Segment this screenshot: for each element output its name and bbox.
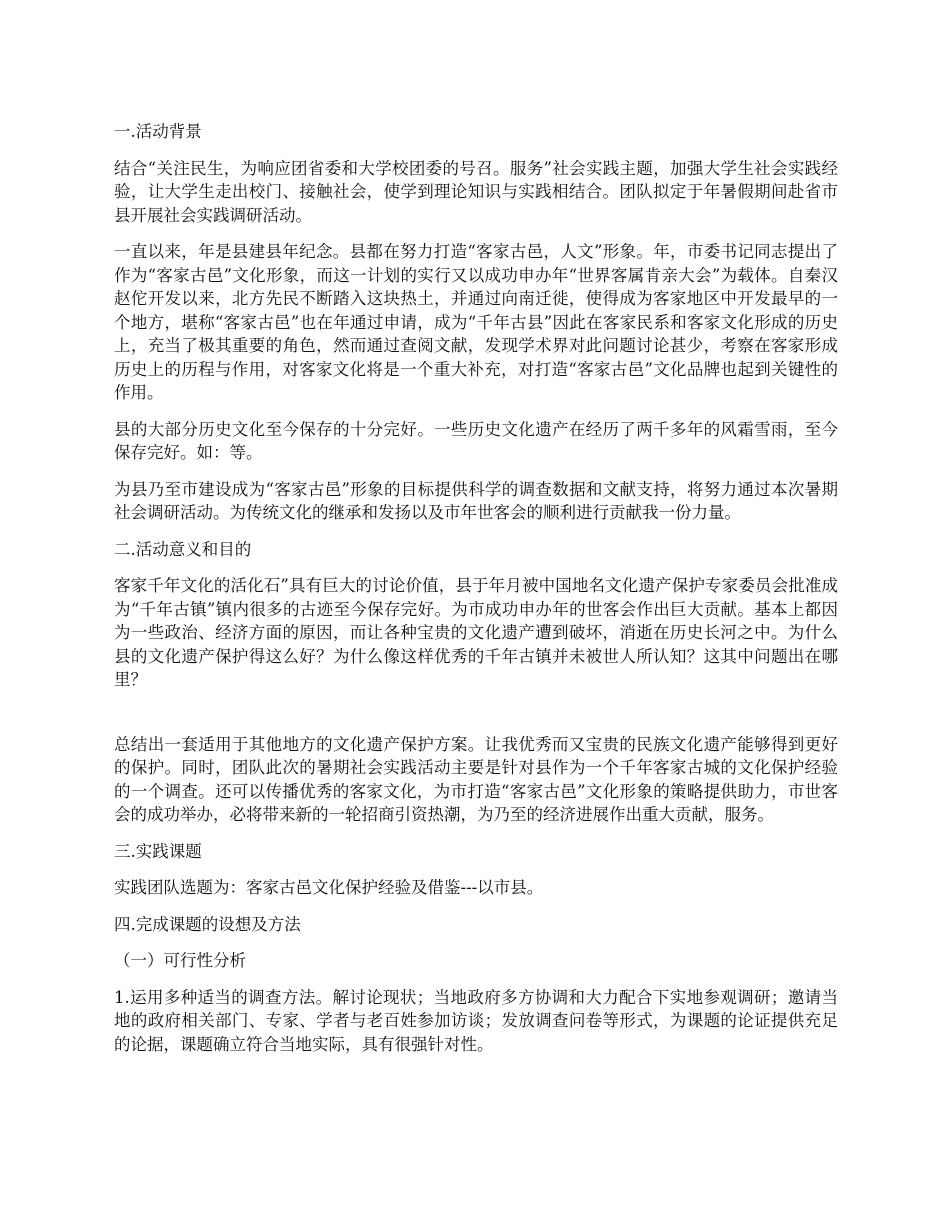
paragraph-significance-summary: 总结出一套适用于其他地方的文化遗产保护方案。让我优秀而又宝贵的民族文化遗产能够得到更好的保护。同时，团队此次的暑期社会实践活动主要是针对县作为一个千年客家古城的文化保护经验的一个调查。还可以传播优秀的客家文化，为市打造“客家古邑”文化形象的策略提供助力，市世客会的成功举办，必将带来新的一轮招商引资热潮，为乃至的经济进展作出重大贡献，服务。 — [114, 734, 838, 824]
paragraph-topic: 实践团队选题为：客家古邑文化保护经验及借鉴---以市县。 — [114, 878, 544, 897]
blank-gap — [114, 705, 838, 733]
subsection-heading-feasibility: （一）可行性分析 — [114, 951, 246, 970]
paragraph-background-intro: 结合“关注民生，为响应团省委和大学校团委的号召。服务”社会实践主题，加强大学生社会实践经验，让大学生走出校门、接触社会，使学到理论知识与实践相结合。团队拟定于年暑假期间赴省市县开展社会实践调研活动。 — [114, 158, 838, 225]
document-body — [114, 120, 838, 1069]
paragraph-background-heritage: 县的大部分历史文化至今保存的十分完好。一些历史文化遗产在经历了两千多年的风霜雪雨，至今保存完好。如：等。 — [114, 419, 838, 462]
section-heading-methods: 四.完成课题的设想及方法 — [114, 914, 301, 934]
section-heading-background: 一.活动背景 — [114, 122, 202, 141]
paragraph-significance-value: 客家千年文化的活化石”具有巨大的讨论价值，县于年月被中国地名文化遗产保护专家委员会批准成为“千年古镇”镇内很多的古迹至今保存完好。为市成功申办年的世客会作出巨大贡献。基本上都因为一些政治、经济方面的原因，而让各种宝贵的文化遗产遭到破坏，消逝在历史长河之中。为什么县的文化遗产保护得这么好？为什么像这样优秀的千年古镇并未被世人所认知？这其中问题出在哪里？ — [114, 576, 838, 689]
paragraph-background-goal: 为县乃至市建设成为“客家古邑”形象的目标提供科学的调查数据和文献支持，将努力通过本次暑期社会调研活动。为传统文化的继承和发扬以及市年世客会的顺利进行贡献我一份力量。 — [114, 479, 838, 522]
section-heading-significance: 二.活动意义和目的 — [114, 539, 252, 559]
paragraph-feasibility-1: 1.运用多种适当的调查方法。解讨论现状；当地政府多方协调和大力配合下实地参观调研；邀请当地的政府相关部门、专家、学者与老百姓参加访谈；发放调查问卷等形式，为课题的论证提供充足的论据，课题确立符合当地实际，具有很强针对性。 — [114, 987, 838, 1054]
paragraph-background-history: 一直以来，年是县建县年纪念。县都在努力打造“客家古邑，人文”形象。年，市委书记同志提出了作为“客家古邑”文化形象，而这一计划的实行又以成功申办年“世界客属肯亲大会”为载体。自秦汉赵佗开发以来，北方先民不断踏入这块热土，并通过向南迁徙，使得成为客家地区中开发最早的一个地方，堪称“客家古邑”也在年通过申请，成为“千年古县”因此在客家民系和客家文化形成的历史上，充当了极其重要的角色，然而通过查阅文献，发现学术界对此问题讨论甚少，考察在客家形成历史上的历程与作用，对客家文化将是一个重大补充，对打造“客家古邑”文化品牌也起到关键性的作用。 — [114, 242, 838, 402]
section-heading-topic: 三.实践课题 — [114, 841, 202, 861]
